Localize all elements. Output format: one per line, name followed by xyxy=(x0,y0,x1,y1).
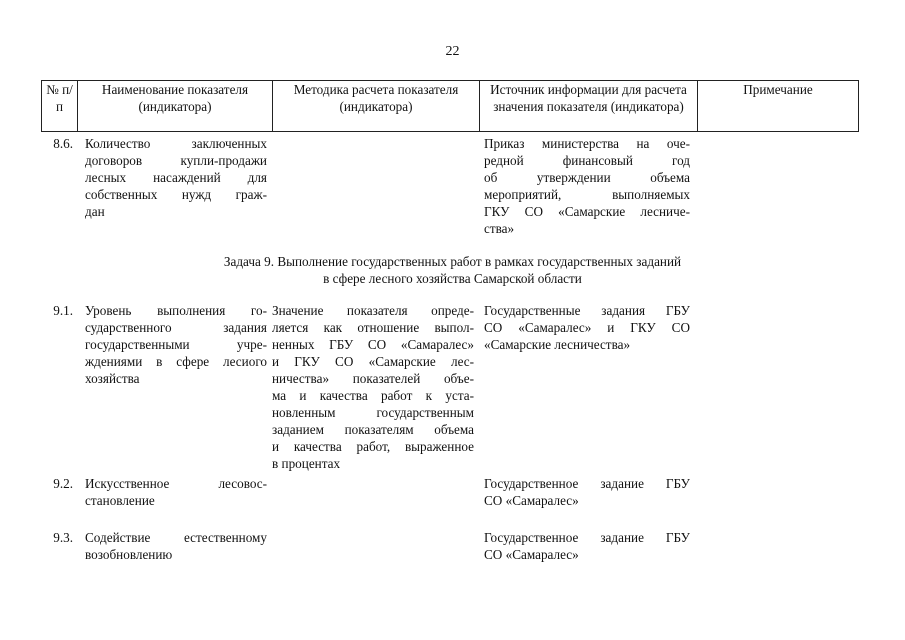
cell-line: Приказ министерства на оче- xyxy=(484,136,690,151)
cell-line: ничества» показателей объе- xyxy=(272,371,474,386)
cell-line: СО «Самаралес» xyxy=(484,547,579,562)
row-method xyxy=(272,302,474,472)
cell-line: и качества работ, выраженное xyxy=(272,439,474,454)
cell-line: ждениями в сфере лесиого xyxy=(85,354,267,369)
row-number: 9.2. xyxy=(53,476,73,491)
cell-line: в процентах xyxy=(272,456,341,471)
cell-line: ма и качества работ к уста- xyxy=(272,388,474,403)
cell-line: Государственное задание ГБУ xyxy=(484,530,690,545)
header-num: № п/п xyxy=(42,81,78,132)
row-source xyxy=(484,302,690,353)
cell-line: и ГКУ СО «Самарские лес- xyxy=(272,354,474,369)
cell-line: ства» xyxy=(484,221,515,236)
task-heading xyxy=(0,253,905,287)
row-number: 9.3. xyxy=(53,530,73,545)
cell-line: Значение показателя опреде- xyxy=(272,303,474,318)
cell-line: ненных ГБУ СО «Самаралес» xyxy=(272,337,474,352)
cell-line: договоров купли-продажи xyxy=(85,153,267,168)
header-note: Примечание xyxy=(698,81,859,132)
cell-line: возобновлению xyxy=(85,547,173,562)
cell-line: сударственного задания xyxy=(85,320,267,335)
cell-line: собственных нужд граж- xyxy=(85,187,267,202)
header-method: Методика расчета показателя (индикатора) xyxy=(273,81,480,132)
cell-line: дан xyxy=(85,204,105,219)
table-header xyxy=(41,80,859,132)
cell-line: ГКУ СО «Самарские лесниче- xyxy=(484,204,690,219)
row-name xyxy=(85,475,267,509)
cell-line: лесных насаждений для xyxy=(85,170,267,185)
cell-line: новленным государственным xyxy=(272,405,474,420)
cell-line: государственными учре- xyxy=(85,337,267,352)
header-name: Наименование показателя (индикатора) xyxy=(78,81,273,132)
task-heading-line-1: Задача 9. Выполнение государственных работ в рамках государственных заданий xyxy=(223,254,682,269)
task-heading-line-2: в сфере лесного хозяйства Самарской области xyxy=(323,271,582,286)
row-number: 9.1. xyxy=(53,303,73,318)
cell-line: Уровень выполнения го- xyxy=(85,303,267,318)
cell-line: мероприятий, выполняемых xyxy=(484,187,690,202)
cell-line: редной финансовый год xyxy=(484,153,690,168)
row-number: 8.6. xyxy=(53,136,73,151)
row-name xyxy=(85,529,267,563)
cell-line: СО «Самаралес» xyxy=(484,493,579,508)
row-name xyxy=(85,302,267,387)
cell-line: Содействие естественному xyxy=(85,530,267,545)
cell-line: СО «Самаралес» и ГКУ СО xyxy=(484,320,690,335)
cell-line: хозяйства xyxy=(85,371,140,386)
cell-line: Количество заключенных xyxy=(85,136,267,151)
row-source xyxy=(484,475,690,509)
cell-line: заданием показателям объема xyxy=(272,422,474,437)
cell-line: Государственные задания ГБУ xyxy=(484,303,690,318)
cell-line: «Самарские лесничества» xyxy=(484,337,631,352)
page-number: 22 xyxy=(445,44,460,59)
row-name xyxy=(85,135,267,220)
cell-line: об утверждении объема xyxy=(484,170,690,185)
cell-line: ляется как отношение выпол- xyxy=(272,320,474,335)
row-source xyxy=(484,135,690,237)
row-source xyxy=(484,529,690,563)
cell-line: становление xyxy=(85,493,155,508)
cell-line: Государственное задание ГБУ xyxy=(484,476,690,491)
header-source: Источник информации для расчета значения показателя (индикатора) xyxy=(480,81,698,132)
cell-line: Искусственное лесовос- xyxy=(85,476,267,491)
